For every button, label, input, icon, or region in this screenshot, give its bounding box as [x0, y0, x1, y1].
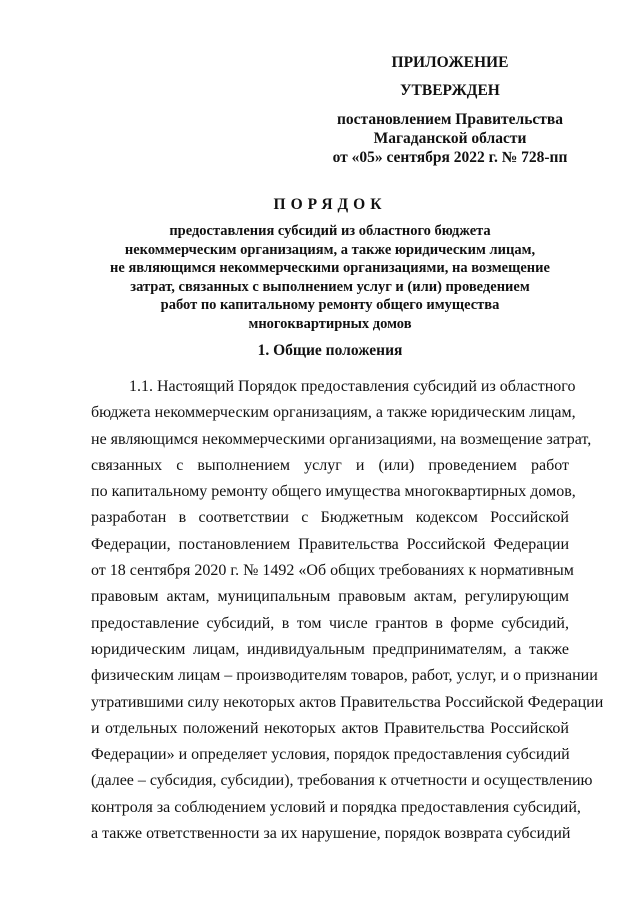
subtitle-line: многоквартирных домов	[248, 315, 412, 332]
paragraph-line: контроля за соблюдением условий и порядка предоставления субсидий,	[91, 798, 581, 816]
subtitle-line: некоммерческим организациям, а также юридическим лицам,	[124, 241, 536, 258]
approval-details	[300, 110, 600, 167]
paragraph-line: связанных с выполнением услуг и (или) проведением работ	[91, 456, 569, 474]
paragraph-line: юридическим лицам, индивидуальным предпринимателям, а также	[91, 640, 569, 658]
paragraph-line: (далее – субсидия, субсидии), требования к отчетности и осуществлению	[91, 772, 593, 790]
paragraph-line: не являющимся некоммерческими организациями, на возмещение затрат,	[91, 430, 592, 448]
paragraph-line: утратившими силу некоторых актов Правительства Российской Федерации	[91, 693, 604, 711]
paragraph-line: и отдельных положений некоторых актов Правительства Российской	[91, 719, 569, 737]
approval-line: Магаданской области	[373, 130, 527, 147]
paragraph-line: Федерации» и определяет условия, порядок предоставления субсидий	[91, 746, 570, 764]
approval-line: постановлением Правительства	[336, 111, 564, 128]
approval-line: от «05» сентября 2022 г. № 728-пп	[332, 149, 568, 166]
subtitle-line: не являющимся некоммерческими организациями, на возмещение	[110, 260, 550, 276]
paragraph-line: предоставление субсидий, в том числе грантов в форме субсидий,	[91, 614, 569, 632]
section-title: 1. Общие положения	[257, 342, 403, 359]
paragraph-line: по капитальному ремонту общего имущества многоквартирных домов,	[91, 483, 576, 501]
paragraph-line: физическим лицам – производителям товаров, работ, услуг, и о признании	[91, 667, 598, 685]
section-paragraph	[91, 374, 604, 847]
paragraph-line: правовым актам, муниципальным правовым актам, регулирующим	[91, 588, 569, 606]
subtitle-line: предоставления субсидий из областного бюджета	[169, 223, 491, 239]
approved-label: УТВЕРЖДЕН	[400, 82, 500, 99]
document-heading: ПОРЯДОК	[273, 196, 387, 213]
paragraph-line: разработан в соответствии с Бюджетным кодексом Российской	[91, 509, 569, 527]
paragraph-line: 1.1. Настоящий Порядок предоставления субсидий из областного	[129, 378, 576, 395]
subtitle-line: затрат, связанных с выполнением услуг и (или) проведением	[130, 278, 530, 295]
paragraph-line: бюджета некоммерческим организациям, а также юридическим лицам,	[91, 404, 576, 422]
approval-block	[300, 54, 600, 167]
document-subtitle	[80, 222, 580, 333]
subtitle-line: работ по капитальному ремонту общего имущества	[160, 297, 500, 313]
appendix-label: ПРИЛОЖЕНИЕ	[391, 54, 509, 71]
paragraph-line: от 18 сентября 2020 г. № 1492 «Об общих требованиях к нормативным	[91, 562, 574, 580]
paragraph-line: Федерации, постановлением Правительства Российской Федерации	[91, 535, 569, 553]
paragraph-line: а также ответственности за их нарушение, порядок возврата субсидий	[91, 825, 571, 843]
